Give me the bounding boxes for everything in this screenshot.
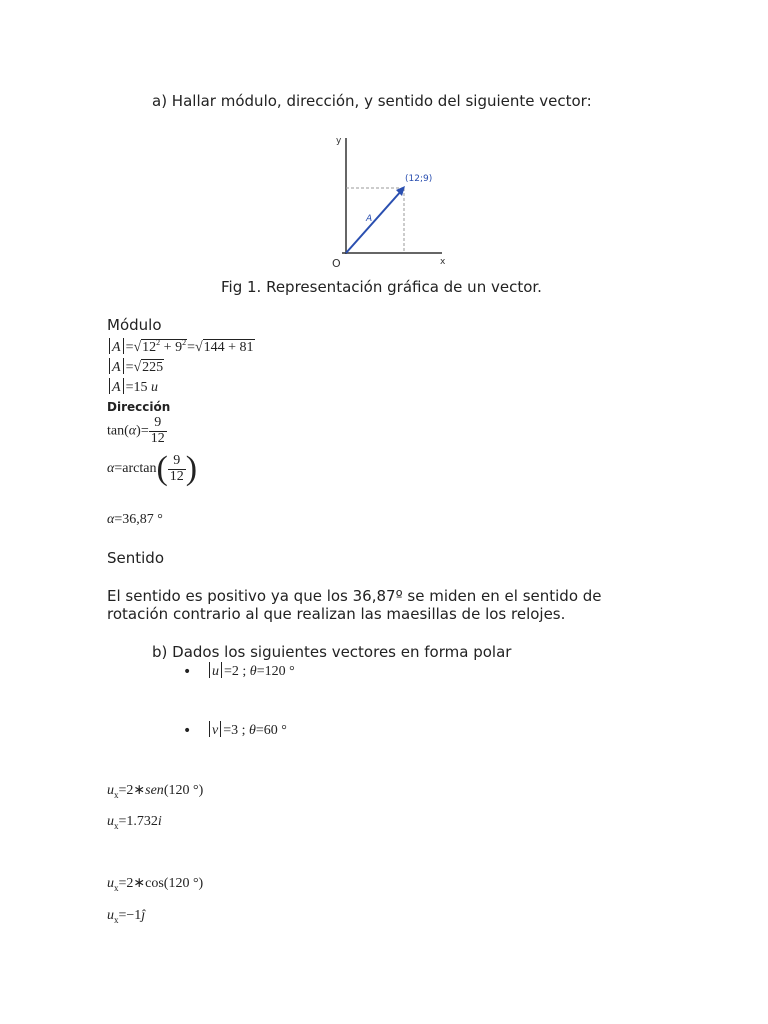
point-label: (12;9) xyxy=(405,174,433,184)
modulo-line-3: A =15 u xyxy=(107,378,158,396)
part-b-heading: b) Dados los siguientes vectores en forma polar xyxy=(152,643,512,661)
modulo-title: Módulo xyxy=(107,316,162,334)
direccion-line-1: tan(α)= $\frac{9}{12}$ xyxy=(107,415,165,446)
origin-label: O xyxy=(332,257,341,270)
bullet-2: • xyxy=(183,723,192,739)
unit-symbol: u xyxy=(150,380,158,395)
sentido-text-line-2: rotación contrario al que realizan las maesillas de los relojes. xyxy=(107,605,566,623)
x-axis-label: x xyxy=(440,257,446,267)
radicand-1: $12^2 + 9^2$ xyxy=(142,338,187,355)
computation-3: $u_x=2∗\cos(120$ °) xyxy=(107,876,204,893)
sentido-text-line-1: El sentido es positivo ya que los 36,87º se miden en el sentido de xyxy=(107,587,602,605)
radicand-2: 144 + 81 xyxy=(203,340,254,355)
part-a-heading: a) Hallar módulo, dirección, y sentido del siguiente vector: xyxy=(152,92,592,110)
vector-a-symbol: A xyxy=(112,340,121,355)
bullet-1: • xyxy=(183,664,192,680)
fraction-9-12-arctan: $\frac{9}{12}$ xyxy=(169,452,184,484)
computation-2: $u_x=1.732i$ xyxy=(107,814,162,831)
polar-vector-u: u =2 ; θ=120 ° xyxy=(207,662,295,680)
y-axis-label: y xyxy=(336,136,342,146)
computation-4: $u_x=-1ĵ$ xyxy=(107,908,146,925)
direccion-line-2: α=arctan( $\frac{9}{12}$ ) xyxy=(107,450,198,487)
direccion-line-3: α=36,87 ° xyxy=(107,512,163,527)
modulo-line-2: A =√225 xyxy=(107,358,164,376)
equals: = xyxy=(125,340,134,355)
vector-arrow xyxy=(346,190,402,253)
figure-caption: Fig 1. Representación gráfica de un vector. xyxy=(221,278,542,296)
vector-figure xyxy=(322,130,452,275)
polar-vector-v: v =3 ; θ=60 ° xyxy=(207,721,287,739)
radicand-225: 225 xyxy=(142,360,164,375)
direccion-title: Dirección xyxy=(107,400,171,414)
fraction-9-12: $\frac{9}{12}$ xyxy=(150,415,165,446)
computation-1: $u_x=2∗sen(120$ °) xyxy=(107,783,204,800)
vector-label: A xyxy=(366,214,373,224)
sentido-title: Sentido xyxy=(107,549,165,567)
modulo-line-1: $A =√12^2 + 9^2=√144 + 81$ xyxy=(107,338,255,356)
